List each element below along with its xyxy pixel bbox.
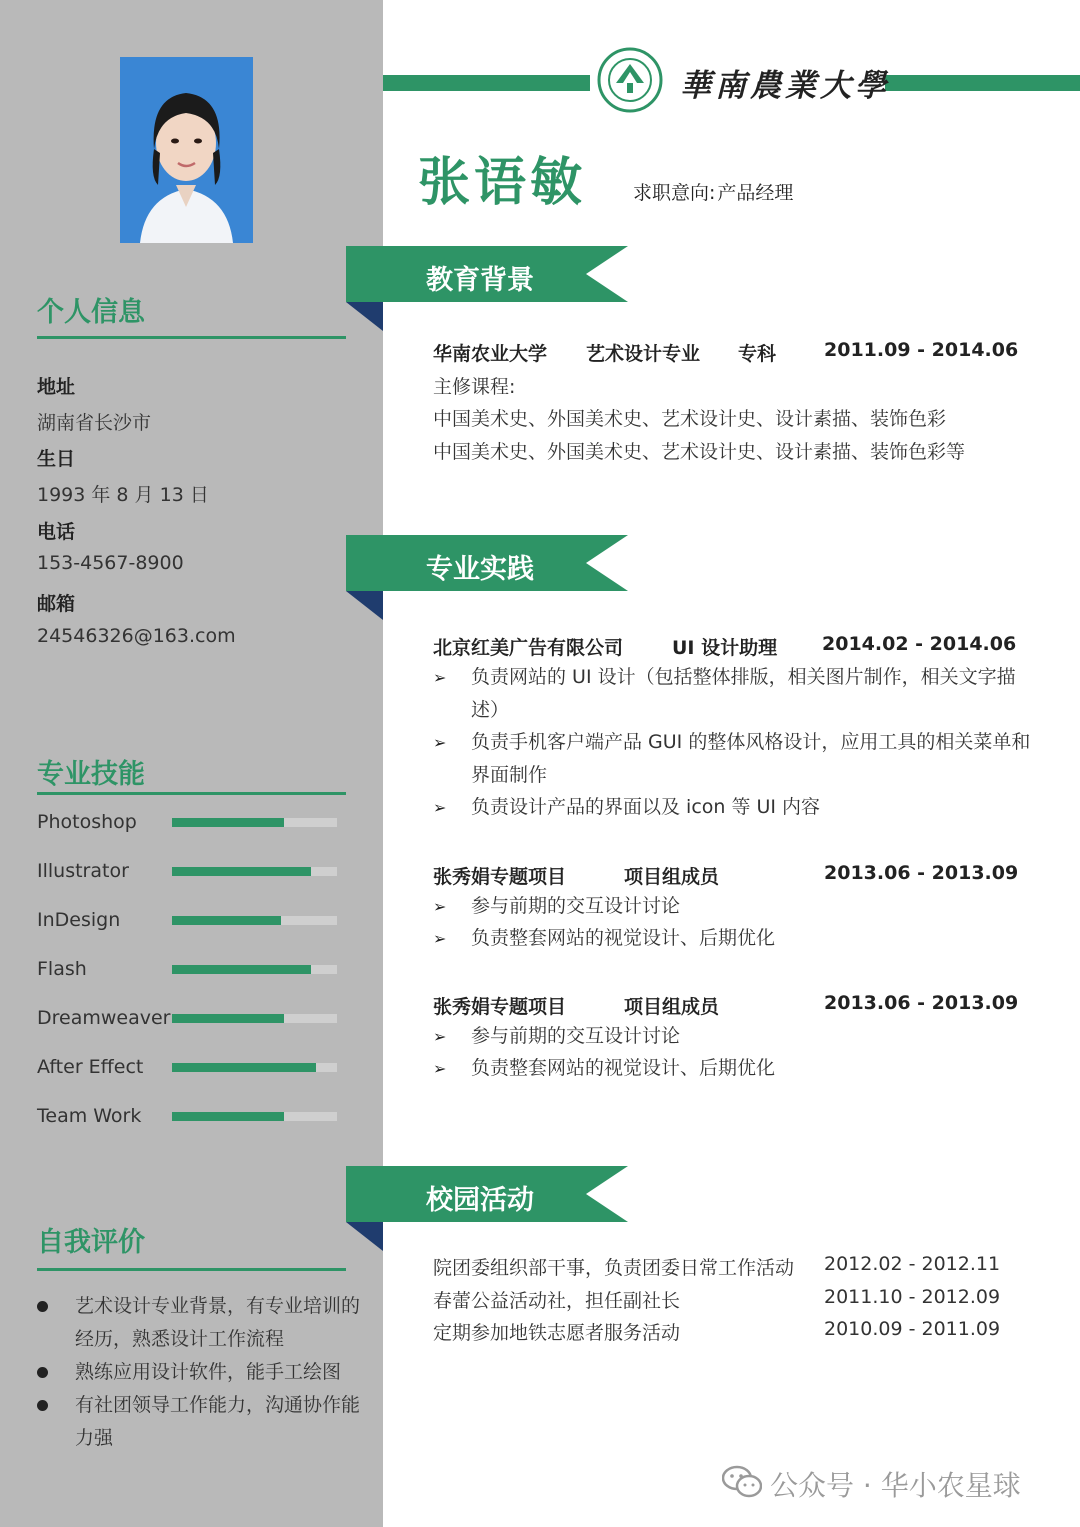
- skill-bar: [172, 1063, 337, 1072]
- arrow-bullet-icon: ➢: [433, 1059, 447, 1078]
- skill-bar-fill: [172, 1112, 284, 1121]
- arrow-bullet-icon: ➢: [433, 897, 447, 916]
- degree: 专科: [738, 343, 777, 365]
- courses-line: 中国美术史、外国美术史、艺术设计史、设计素描、装饰色彩等: [433, 441, 966, 463]
- divider: [37, 1268, 346, 1271]
- skill-name: InDesign: [37, 909, 121, 931]
- email-value: 24546326@163.com: [37, 625, 236, 647]
- skill-bar-fill: [172, 867, 311, 876]
- skill-row: [37, 1101, 337, 1131]
- arrow-bullet-icon: ➢: [433, 668, 447, 687]
- header-bar: [885, 75, 1080, 91]
- address-value: 湖南省长沙市: [37, 412, 152, 434]
- job-role: UI 设计助理: [672, 637, 778, 659]
- candidate-name: 张语敏: [418, 153, 587, 213]
- skill-row: [37, 905, 337, 935]
- divider: [37, 336, 346, 339]
- job-intention: [631, 178, 793, 205]
- job-period: 2013.06 - 2013.09: [824, 992, 1019, 1014]
- job-company: 张秀娟专题项目: [433, 866, 567, 888]
- school: 华南农业大学: [433, 343, 548, 365]
- skill-name: After Effect: [37, 1056, 144, 1078]
- skill-name: Dreamweaver: [37, 1007, 171, 1029]
- personal-info-heading: 个人信息: [37, 297, 145, 328]
- skill-name: Illustrator: [37, 860, 129, 882]
- education-period: 2011.09 - 2014.06: [824, 339, 1019, 361]
- job-period: 2013.06 - 2013.09: [824, 862, 1019, 884]
- watermark-text: 公众号 · 华小农星球: [770, 1469, 1021, 1502]
- phone-label: 电话: [37, 521, 76, 543]
- header-bar: [383, 75, 590, 91]
- self-evaluation-heading: 自我评价: [37, 1227, 145, 1258]
- profile-photo: [120, 57, 253, 243]
- job-bullet: 参与前期的交互设计讨论: [471, 895, 681, 917]
- skill-bar-fill: [172, 916, 281, 925]
- skill-bar: [172, 818, 337, 827]
- job-bullet: 负责网站的 UI 设计（包括整体排版，相关图片制作，相关文字描述）: [471, 666, 1016, 721]
- arrow-bullet-icon: ➢: [433, 929, 447, 948]
- birthday-value: 1993 年 8 月 13 日: [37, 484, 209, 506]
- skill-bar-fill: [172, 1063, 316, 1072]
- university-seal-icon: [597, 47, 663, 113]
- section-banner-campus: [346, 1166, 631, 1251]
- skill-bar-fill: [172, 1014, 284, 1023]
- campus-period: 2011.10 - 2012.09: [824, 1286, 1001, 1308]
- job-bullet: 负责整套网站的视觉设计、后期优化: [471, 927, 776, 949]
- courses-label: 主修课程:: [433, 376, 516, 398]
- campus-activity: 春蕾公益活动社，担任副社长: [433, 1290, 681, 1312]
- job-company: 张秀娟专题项目: [433, 996, 567, 1018]
- major: 艺术设计专业: [586, 343, 701, 365]
- address-label: 地址: [37, 376, 76, 398]
- arrow-bullet-icon: ➢: [433, 798, 447, 817]
- skill-bar-fill: [172, 965, 311, 974]
- skill-bar: [172, 916, 337, 925]
- job-intention-value: 产品经理: [717, 182, 794, 204]
- skill-row: [37, 807, 337, 837]
- job-role: 项目组成员: [624, 996, 720, 1018]
- divider: [37, 792, 346, 795]
- skill-row: [37, 856, 337, 886]
- job-role: 项目组成员: [624, 866, 720, 888]
- skill-bar: [172, 1112, 337, 1121]
- skill-bar-fill: [172, 818, 284, 827]
- section-banner-education: [346, 246, 631, 331]
- skill-bar: [172, 965, 337, 974]
- job-bullet: 负责整套网站的视觉设计、后期优化: [471, 1057, 776, 1079]
- section-banner-practice: [346, 535, 631, 620]
- skill-bar: [172, 1014, 337, 1023]
- campus-activity: 定期参加地铁志愿者服务活动: [433, 1322, 681, 1344]
- email-label: 邮箱: [37, 593, 76, 615]
- evaluation-text: 艺术设计专业背景，有专业培训的经历，熟悉设计工作流程: [75, 1295, 361, 1350]
- evaluation-text: 熟练应用设计软件，能手工绘图: [75, 1361, 342, 1383]
- skill-bar: [172, 867, 337, 876]
- job-period: 2014.02 - 2014.06: [822, 633, 1017, 655]
- skill-name: Flash: [37, 958, 87, 980]
- job-intention-label: 求职意向:: [633, 182, 716, 204]
- skill-row: [37, 954, 337, 984]
- birthday-label: 生日: [37, 448, 76, 470]
- evaluation-text: 有社团领导工作能力，沟通协作能力强: [75, 1394, 361, 1449]
- section-title: 校园活动: [426, 1185, 534, 1216]
- section-title: 专业实践: [426, 554, 534, 585]
- job-company: 北京红美广告有限公司: [433, 637, 624, 659]
- courses-line: 中国美术史、外国美术史、艺术设计史、设计素描、装饰色彩: [433, 408, 947, 430]
- bullet-dot-icon: [37, 1400, 48, 1411]
- job-bullet: 负责手机客户端产品 GUI 的整体风格设计，应用工具的相关菜单和界面制作: [471, 731, 1031, 786]
- skill-row: [37, 1052, 337, 1082]
- arrow-bullet-icon: ➢: [433, 1027, 447, 1046]
- campus-activity: 院团委组织部干事，负责团委日常工作活动: [433, 1257, 795, 1279]
- bullet-dot-icon: [37, 1301, 48, 1312]
- wechat-icon: [722, 1465, 762, 1499]
- job-bullet: 参与前期的交互设计讨论: [471, 1025, 681, 1047]
- arrow-bullet-icon: ➢: [433, 733, 447, 752]
- skill-name: Photoshop: [37, 811, 137, 833]
- phone-value: 153-4567-8900: [37, 552, 184, 574]
- campus-period: 2010.09 - 2011.09: [824, 1318, 1001, 1340]
- section-title: 教育背景: [426, 265, 534, 296]
- skill-name: Team Work: [37, 1105, 142, 1127]
- job-bullet: 负责设计产品的界面以及 icon 等 UI 内容: [471, 796, 821, 818]
- bullet-dot-icon: [37, 1367, 48, 1378]
- campus-period: 2012.02 - 2012.11: [824, 1253, 1001, 1275]
- university-name: 華南農業大學: [680, 68, 890, 104]
- skills-heading: 专业技能: [37, 759, 145, 790]
- skill-row: [37, 1003, 337, 1033]
